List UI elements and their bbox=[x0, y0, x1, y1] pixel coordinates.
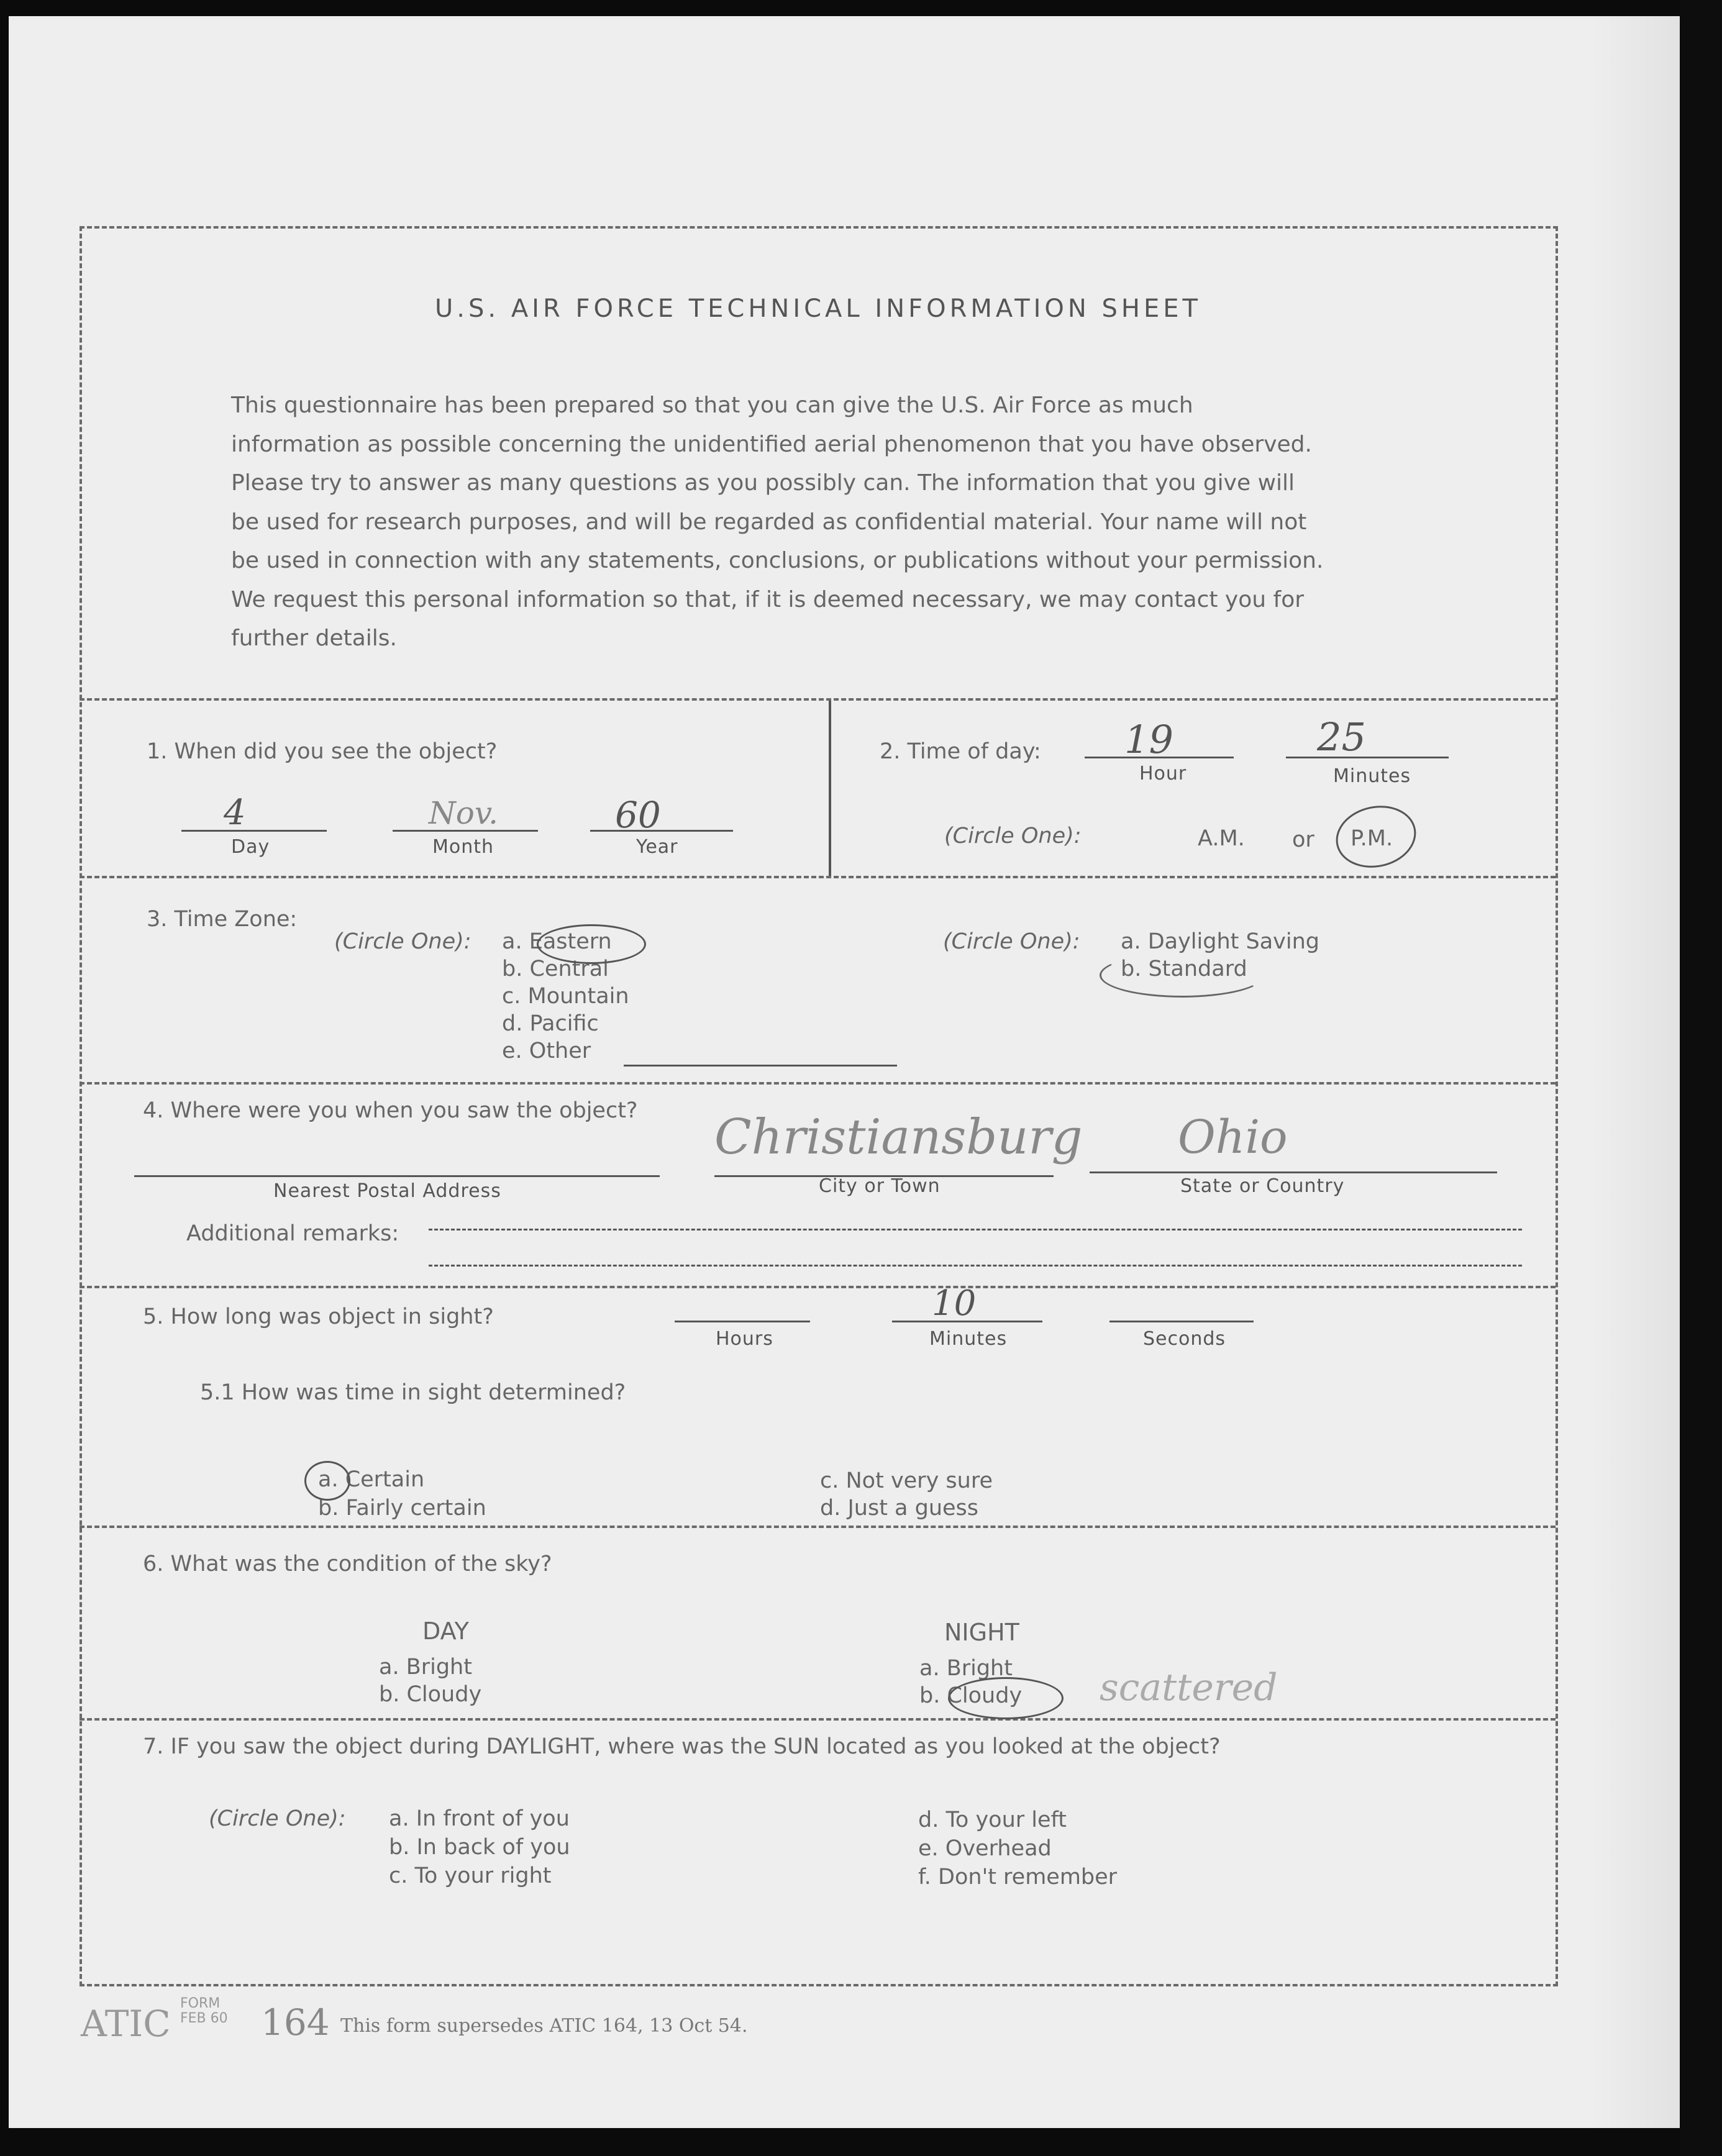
q2-question: 2. Time of day: bbox=[880, 739, 1041, 764]
q4-city-label: City or Town bbox=[819, 1175, 941, 1197]
q6-day-heading: DAY bbox=[422, 1617, 469, 1645]
q1-month-line bbox=[393, 830, 538, 832]
divider-q1-q2 bbox=[829, 701, 831, 876]
q3-zone-central[interactable]: b. Central bbox=[502, 957, 609, 981]
paper-shadow bbox=[1590, 16, 1680, 2128]
q2-minutes-label: Minutes bbox=[1333, 765, 1411, 787]
q6-cloudy-circle bbox=[948, 1677, 1064, 1719]
q1-question: 1. When did you see the object? bbox=[147, 739, 498, 764]
q6-night-note[interactable]: scattered bbox=[1100, 1666, 1278, 1709]
form-word: FORM bbox=[180, 1996, 221, 2011]
intro-line: Please try to answer as many questions as you possibly can. The information that you give will bbox=[231, 470, 1295, 496]
q2-minutes-value[interactable]: 25 bbox=[1317, 714, 1366, 760]
divider-intro bbox=[80, 698, 1556, 701]
q3-standard[interactable]: b. Standard bbox=[1121, 957, 1247, 981]
q5-sub-question: 5.1 How was time in sight determined? bbox=[200, 1380, 626, 1405]
q4-state-label: State or Country bbox=[1180, 1175, 1345, 1197]
q7-option-to-left[interactable]: d. To your left bbox=[918, 1808, 1067, 1832]
q4-postal-label: Nearest Postal Address bbox=[273, 1180, 501, 1202]
q6-question: 6. What was the condition of the sky? bbox=[143, 1552, 552, 1576]
intro-line: information as possible concerning the unidentified aerial phenomenon that you have observed. bbox=[231, 431, 1312, 457]
q1-month-label: Month bbox=[432, 836, 494, 858]
q5-minutes-value[interactable]: 10 bbox=[932, 1283, 977, 1324]
q7-question: 7. IF you saw the object during DAYLIGHT, where was the SUN located as you looked at the object? bbox=[143, 1734, 1221, 1759]
q3-zone-mountain[interactable]: c. Mountain bbox=[502, 984, 629, 1009]
intro-line: be used in connection with any statements, conclusions, or publications without your permission. bbox=[231, 548, 1324, 573]
q4-remarks-line-1[interactable] bbox=[429, 1229, 1522, 1230]
q4-state-line bbox=[1090, 1171, 1497, 1173]
q2-hour-line bbox=[1085, 757, 1234, 758]
q6-night-bright[interactable]: a. Bright bbox=[919, 1656, 1013, 1681]
q2-minutes-line bbox=[1286, 757, 1449, 758]
q7-option-dont-remember[interactable]: f. Don't remember bbox=[918, 1865, 1118, 1890]
q4-remarks-label: Additional remarks: bbox=[186, 1221, 399, 1246]
q3-circle-one-left: (Circle One): bbox=[334, 929, 472, 954]
q1-day-line bbox=[181, 830, 327, 832]
q7-circle-one: (Circle One): bbox=[209, 1806, 346, 1831]
intro-line: We request this personal information so that, if it is deemed necessary, we may contact you for bbox=[231, 586, 1305, 612]
q4-remarks-line-2[interactable] bbox=[429, 1265, 1522, 1267]
form-number: 164 bbox=[261, 2001, 330, 2044]
q5-option-certain[interactable]: a. Certain bbox=[318, 1467, 425, 1492]
intro-line: further details. bbox=[231, 625, 397, 651]
q3-standard-circle bbox=[1100, 953, 1265, 998]
q2-pm-option[interactable]: P.M. bbox=[1351, 826, 1393, 851]
intro-paragraph bbox=[231, 386, 1411, 658]
divider-q6 bbox=[80, 1718, 1556, 1721]
q3-zone-pacific[interactable]: d. Pacific bbox=[502, 1011, 599, 1036]
divider-q3 bbox=[80, 1082, 1556, 1085]
q3-other-line bbox=[624, 1065, 897, 1067]
q3-eastern-circle bbox=[537, 924, 646, 964]
q5-option-just-a-guess[interactable]: d. Just a guess bbox=[820, 1496, 979, 1521]
q5-seconds-label: Seconds bbox=[1143, 1328, 1226, 1350]
q5-seconds-line bbox=[1109, 1321, 1254, 1322]
q3-circle-one-right: (Circle One): bbox=[943, 929, 1080, 954]
q5-option-fairly-certain[interactable]: b. Fairly certain bbox=[318, 1496, 486, 1521]
q6-night-cloudy[interactable]: b. Cloudy bbox=[919, 1683, 1023, 1708]
q4-state-value[interactable]: Ohio bbox=[1178, 1111, 1288, 1164]
q3-zone-other[interactable]: e. Other bbox=[502, 1039, 591, 1063]
q1-year-label: Year bbox=[636, 836, 678, 858]
q1-year-value[interactable]: 60 bbox=[615, 794, 661, 836]
q5-option-not-very-sure[interactable]: c. Not very sure bbox=[820, 1468, 993, 1493]
q7-option-in-back[interactable]: b. In back of you bbox=[389, 1835, 570, 1860]
divider-q2 bbox=[80, 876, 1556, 878]
form-title: U.S. AIR FORCE TECHNICAL INFORMATION SHEET bbox=[435, 294, 1201, 323]
q2-circle-one: (Circle One): bbox=[944, 824, 1082, 848]
q6-night-heading: NIGHT bbox=[944, 1619, 1019, 1646]
q5-hours-label: Hours bbox=[716, 1328, 773, 1350]
atic-logo: ATIC bbox=[81, 2003, 171, 2045]
q2-am-option[interactable]: A.M. bbox=[1198, 826, 1245, 851]
form-date-stamp bbox=[180, 1996, 228, 2026]
q1-month-value[interactable]: Nov. bbox=[429, 795, 499, 831]
form-date: FEB 60 bbox=[180, 2011, 228, 2026]
q5-minutes-label: Minutes bbox=[929, 1328, 1008, 1350]
q5-hours-line bbox=[675, 1321, 810, 1322]
q4-postal-line bbox=[134, 1175, 660, 1177]
q6-day-cloudy[interactable]: b. Cloudy bbox=[379, 1682, 482, 1707]
scan-border bbox=[1680, 0, 1722, 2156]
q2-hour-value[interactable]: 19 bbox=[1124, 717, 1173, 762]
q4-question: 4. Where were you when you saw the object? bbox=[143, 1098, 638, 1123]
q7-option-overhead[interactable]: e. Overhead bbox=[918, 1836, 1052, 1861]
q6-day-bright[interactable]: a. Bright bbox=[379, 1655, 472, 1680]
intro-line: This questionnaire has been prepared so that you can give the U.S. Air Force as much bbox=[231, 393, 1193, 418]
q3-zone-eastern[interactable]: a. Eastern bbox=[502, 929, 612, 954]
divider-q5 bbox=[80, 1526, 1556, 1528]
q1-day-value[interactable]: 4 bbox=[224, 793, 246, 833]
q3-daylight-saving[interactable]: a. Daylight Saving bbox=[1121, 929, 1320, 954]
supersedes-note: This form supersedes ATIC 164, 13 Oct 54. bbox=[340, 2015, 748, 2037]
q1-day-label: Day bbox=[231, 836, 270, 858]
q2-hour-label: Hour bbox=[1139, 763, 1187, 785]
intro-line: be used for research purposes, and will be regarded as confidential material. Your name will not bbox=[231, 509, 1307, 535]
q5-question: 5. How long was object in sight? bbox=[143, 1304, 494, 1329]
q1-year-line bbox=[590, 830, 733, 832]
q7-option-in-front[interactable]: a. In front of you bbox=[389, 1806, 570, 1831]
q3-question: 3. Time Zone: bbox=[147, 907, 298, 932]
q2-or-text: or bbox=[1292, 827, 1314, 852]
q7-option-to-right[interactable]: c. To your right bbox=[389, 1863, 552, 1888]
divider-q4 bbox=[80, 1286, 1556, 1288]
q5-minutes-line bbox=[892, 1321, 1042, 1322]
q5-certain-circle bbox=[304, 1461, 350, 1501]
q4-city-value[interactable]: Christiansburg bbox=[714, 1109, 1083, 1165]
